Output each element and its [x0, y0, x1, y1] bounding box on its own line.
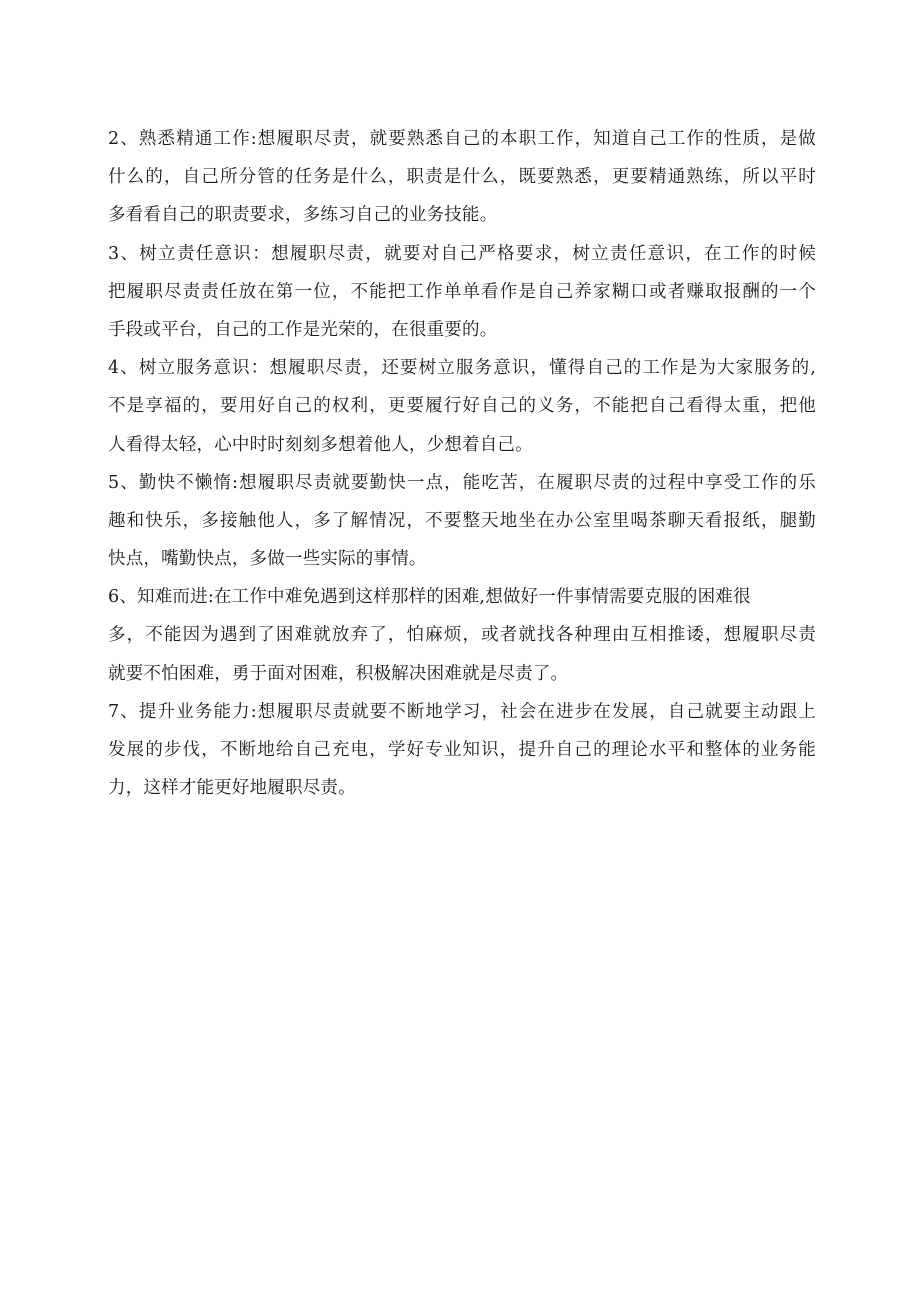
- paragraph-line: 3、树立责任意识：想履职尽责，就要对自己严格要求，树立责任意识，在工作的时候: [108, 243, 816, 264]
- paragraph-6: [108, 578, 816, 693]
- paragraph-line: 发展的步伐，不断地给自己充电，学好专业知识，提升自己的理论水平和整体的业务能: [108, 740, 816, 760]
- paragraph-line: 多，不能因为遇到了困难就放弃了，怕麻烦，或者就找各种理由互相推诿，想履职尽责: [108, 625, 816, 646]
- paragraph-line: 快点，嘴勤快点，多做一些实际的事情。: [108, 549, 427, 570]
- paragraph-line: 把履职尽责责任放在第一位，不能把工作单单看作是自己养家糊口或者赚取报酬的一个: [108, 281, 816, 302]
- paragraph-line: 2、熟悉精通工作:想履职尽责，就要熟悉自己的本职工作，知道自己工作的性质，是做: [108, 129, 816, 149]
- document-body: [108, 120, 816, 807]
- paragraph-line: 人看得太轻，心中时时刻刻多想着他人，少想着自己。: [108, 434, 533, 455]
- paragraph-line: 趣和快乐，多接触他人，多了解情况，不要整天地坐在办公室里喝茶聊天看报纸，腿勤: [108, 510, 816, 531]
- paragraph-4: [108, 349, 816, 464]
- paragraph-line: 手段或平台，自己的工作是光荣的，在很重要的。: [108, 319, 498, 340]
- paragraph-line: 就要不怕困难，勇于面对困难，积极解决困难就是尽责了。: [108, 663, 569, 684]
- paragraph-line: 不是享福的，要用好自己的权利，更要履行好自己的义务，不能把自己看得太重，把他: [108, 396, 816, 417]
- paragraph-line: 多看看自己的职责要求，多练习自己的业务技能。: [108, 205, 498, 226]
- paragraph-2: [108, 120, 816, 235]
- paragraph-line: 什么的，自己所分管的任务是什么，职责是什么，既要熟悉，更要精通熟练，所以平时: [108, 167, 816, 188]
- paragraph-3: [108, 235, 816, 350]
- paragraph-line: 5、勤快不懒惰:想履职尽责就要勤快一点，能吃苦，在履职尽责的过程中享受工作的乐: [108, 472, 816, 493]
- paragraph-5: [108, 464, 816, 579]
- paragraph-7: [108, 693, 816, 808]
- paragraph-line: 4、树立服务意识：想履职尽责，还要树立服务意识，懂得自己的工作是为大家服务的,: [108, 358, 816, 379]
- paragraph-line: 7、提升业务能力:想履职尽责就要不断地学习，社会在进步在发展，自己就要主动跟上: [108, 701, 816, 722]
- paragraph-line: 力，这样才能更好地履职尽责。: [108, 778, 356, 799]
- paragraph-line: 6、知难而进:在工作中难免遇到这样那样的困难,想做好一件事情需要克服的困难很: [108, 587, 751, 608]
